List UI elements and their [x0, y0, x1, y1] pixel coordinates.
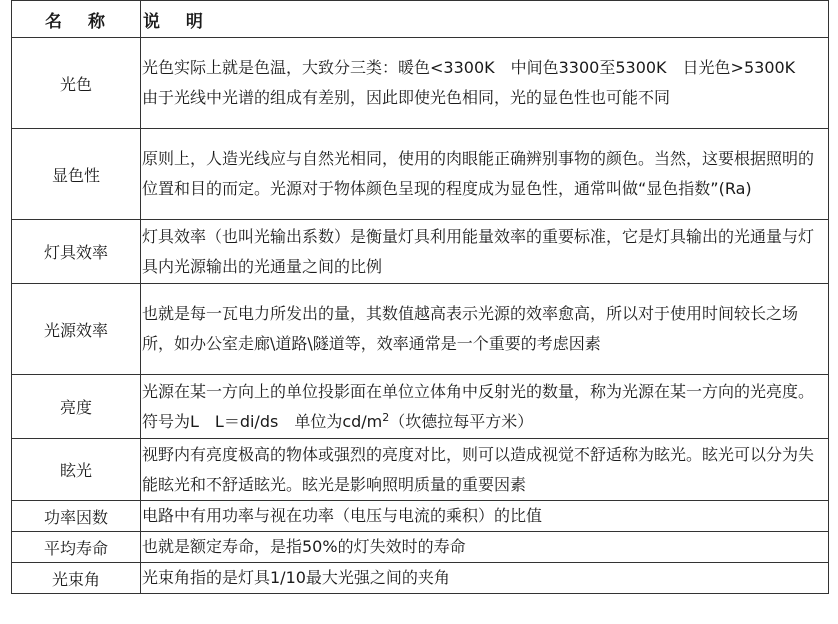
table-row [12, 532, 829, 563]
table-row [12, 563, 829, 594]
term-name: 平均寿命 [12, 532, 141, 563]
table-row [12, 220, 829, 284]
table-row [12, 375, 829, 439]
term-description: 光束角指的是灯具1/10最大光强之间的夹角 [141, 563, 829, 594]
term-description: 原则上，人造光线应与自然光相同，使用的肉眼能正确辨别事物的颜色。当然，这要根据照明的位置和目的而定。光源对于物体颜色呈现的程度成为显色性，通常叫做“显色指数”(Ra) [141, 129, 829, 220]
table-header-row [12, 1, 829, 38]
term-name: 光束角 [12, 563, 141, 594]
term-description: 灯具效率（也叫光输出系数）是衡量灯具利用能量效率的重要标准，它是灯具输出的光通量与灯具内光源输出的光通量之间的比例 [141, 220, 829, 284]
table-row [12, 38, 829, 129]
column-header-description: 说 明 [141, 1, 829, 38]
table-row [12, 501, 829, 532]
term-name: 光源效率 [12, 284, 141, 375]
term-name: 光色 [12, 38, 141, 129]
term-description: 也就是每一瓦电力所发出的量，其数值越高表示光源的效率愈高，所以对于使用时间较长之场所，如办公室走廊\道路\隧道等，效率通常是一个重要的考虑因素 [141, 284, 829, 375]
term-name: 亮度 [12, 375, 141, 439]
term-description-unit-note: （坎德拉每平方米） [389, 411, 534, 431]
table-row [12, 284, 829, 375]
glossary-table-container [11, 0, 828, 594]
term-name: 灯具效率 [12, 220, 141, 284]
superscript-exponent: 2 [382, 410, 390, 424]
term-description: 电路中有用功率与视在功率（电压与电流的乘积）的比值 [141, 501, 829, 532]
table-row [12, 129, 829, 220]
column-header-name: 名 称 [12, 1, 141, 38]
term-name: 眩光 [12, 439, 141, 501]
lighting-terms-table [11, 0, 829, 594]
term-description: 光色实际上就是色温，大致分三类：暖色<3300K 中间色3300至5300K 日光色>5300K 由于光线中光谱的组成有差别，因此即使光色相同，光的显色性也可能不同 [141, 38, 829, 129]
term-description [141, 375, 829, 439]
term-description: 视野内有亮度极高的物体或强烈的亮度对比，则可以造成视觉不舒适称为眩光。眩光可以分为失能眩光和不舒适眩光。眩光是影响照明质量的重要因素 [141, 439, 829, 501]
term-description: 也就是额定寿命，是指50%的灯失效时的寿命 [141, 532, 829, 563]
term-name: 显色性 [12, 129, 141, 220]
table-row [12, 439, 829, 501]
term-name: 功率因数 [12, 501, 141, 532]
term-description-main: 光源在某一方向上的单位投影面在单位立体角中反射光的数量，称为光源在某一方向的光亮度。符号为L L＝di/ds 单位为cd/m [142, 381, 815, 431]
